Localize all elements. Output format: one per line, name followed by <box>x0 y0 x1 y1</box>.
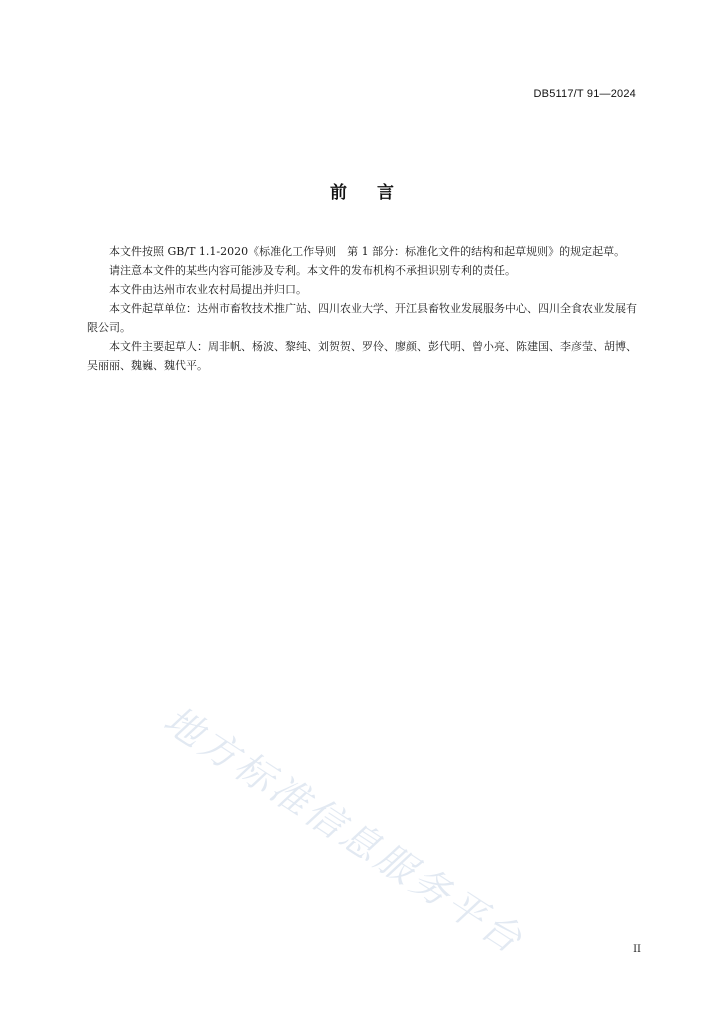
paragraph-drafters: 本文件主要起草人：周非帆、杨波、黎纯、刘贺贺、罗伶、廖颜、彭代明、曾小亮、陈建国、李彦莹、胡博、吴丽丽、魏巍、魏代平。 <box>87 340 637 372</box>
watermark-text: 地方标准信息服务平台 <box>156 697 533 964</box>
paragraph-patent-notice: 请注意本文件的某些内容可能涉及专利。本文件的发布机构不承担识别专利的责任。 <box>109 264 516 277</box>
page-number: II <box>633 944 641 955</box>
paragraph-proposer: 本文件由达州市农业农村局提出并归口。 <box>109 283 307 296</box>
document-code: DB5117/T 91—2024 <box>533 88 636 100</box>
foreword-body <box>87 242 637 375</box>
page-title: 前言 <box>330 183 424 203</box>
paragraph-drafting-rules: 本文件按照 GB/T 1.1-2020《标准化工作导则 第 1 部分：标准化文件的结构和起草规则》的规定起草。 <box>109 245 626 258</box>
paragraph-drafting-units: 本文件起草单位：达州市畜牧技术推广站、四川农业大学、开江县畜牧业发展服务中心、四川全食农业发展有限公司。 <box>87 302 637 334</box>
